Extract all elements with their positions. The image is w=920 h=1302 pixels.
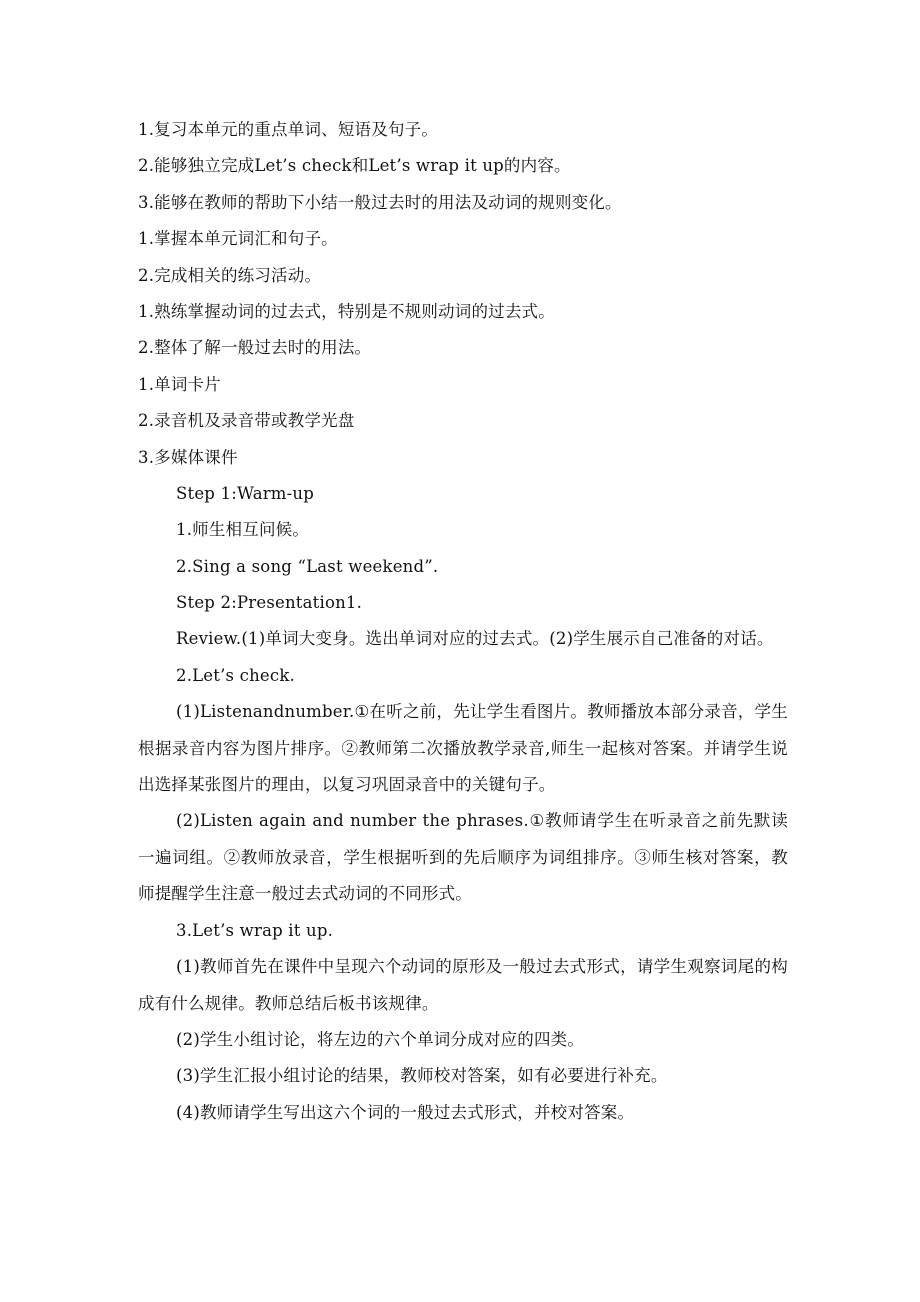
check-paragraph-1: (1)Listenandnumber.①在听之前，先让学生看图片。教师播放本部分录音，学生根据录音内容为图片排序。②教师第二次播放教学录音,师生一起核对答案。并请学生说出选择某张图片的理由，以复习巩固录音中的关键句子。 (138, 702, 788, 795)
wrap-title: 3.Let’s wrap it up. (176, 920, 334, 940)
wrap-paragraph-4: (4)教师请学生写出这六个词的一般过去式形式，并校对答案。 (176, 1102, 635, 1122)
wrap-paragraph-1: (1)教师首先在课件中呈现六个动词的原形及一般过去式形式，请学生观察词尾的构成有什么规律。教师总结后板书该规律。 (138, 957, 788, 1013)
check-title: 2.Let’s check. (176, 665, 295, 685)
review-paragraph: Review.(1)单词大变身。选出单词对应的过去式。(2)学生展示自己准备的对话。 (176, 629, 774, 649)
key-point-item: 1.掌握本单元词汇和句子。 (138, 229, 338, 249)
wrap-paragraph-3: (3)学生汇报小组讨论的结果，教师校对答案，如有必要进行补充。 (176, 1066, 668, 1086)
lesson-plan-body (138, 112, 788, 1131)
objective-item: 3.能够在教师的帮助下小结一般过去时的用法及动词的规则变化。 (138, 192, 622, 212)
difficult-point-item: 1.熟练掌握动词的过去式，特别是不规则动词的过去式。 (138, 301, 555, 321)
step1-title: Step 1:Warm-up (176, 483, 315, 503)
wrap-paragraph-2: (2)学生小组讨论，将左边的六个单词分成对应的四类。 (176, 1029, 585, 1049)
objective-item: 1.复习本单元的重点单词、短语及句子。 (138, 120, 439, 139)
objective-item: 2.能够独立完成Let’s check和Let’s wrap it up的内容。 (138, 156, 571, 176)
material-item: 3.多媒体课件 (138, 447, 238, 467)
material-item: 2.录音机及录音带或教学光盘 (138, 411, 355, 431)
step1-item: 2.Sing a song “Last weekend”. (176, 556, 439, 576)
difficult-point-item: 2.整体了解一般过去时的用法。 (138, 338, 372, 358)
key-point-item: 2.完成相关的练习活动。 (138, 265, 322, 285)
check-paragraph-2: (2)Listen again and number the phrases.①教师请学生在听录音之前先默读一遍词组。②教师放录音，学生根据听到的先后顺序为词组排序。③师生核对答案，教师提醒学生注意一般过去式动词的不同形式。 (138, 811, 788, 904)
step2-title: Step 2:Presentation1. (176, 593, 363, 613)
material-item: 1.单词卡片 (138, 374, 221, 394)
step1-item: 1.师生相互问候。 (176, 520, 310, 540)
